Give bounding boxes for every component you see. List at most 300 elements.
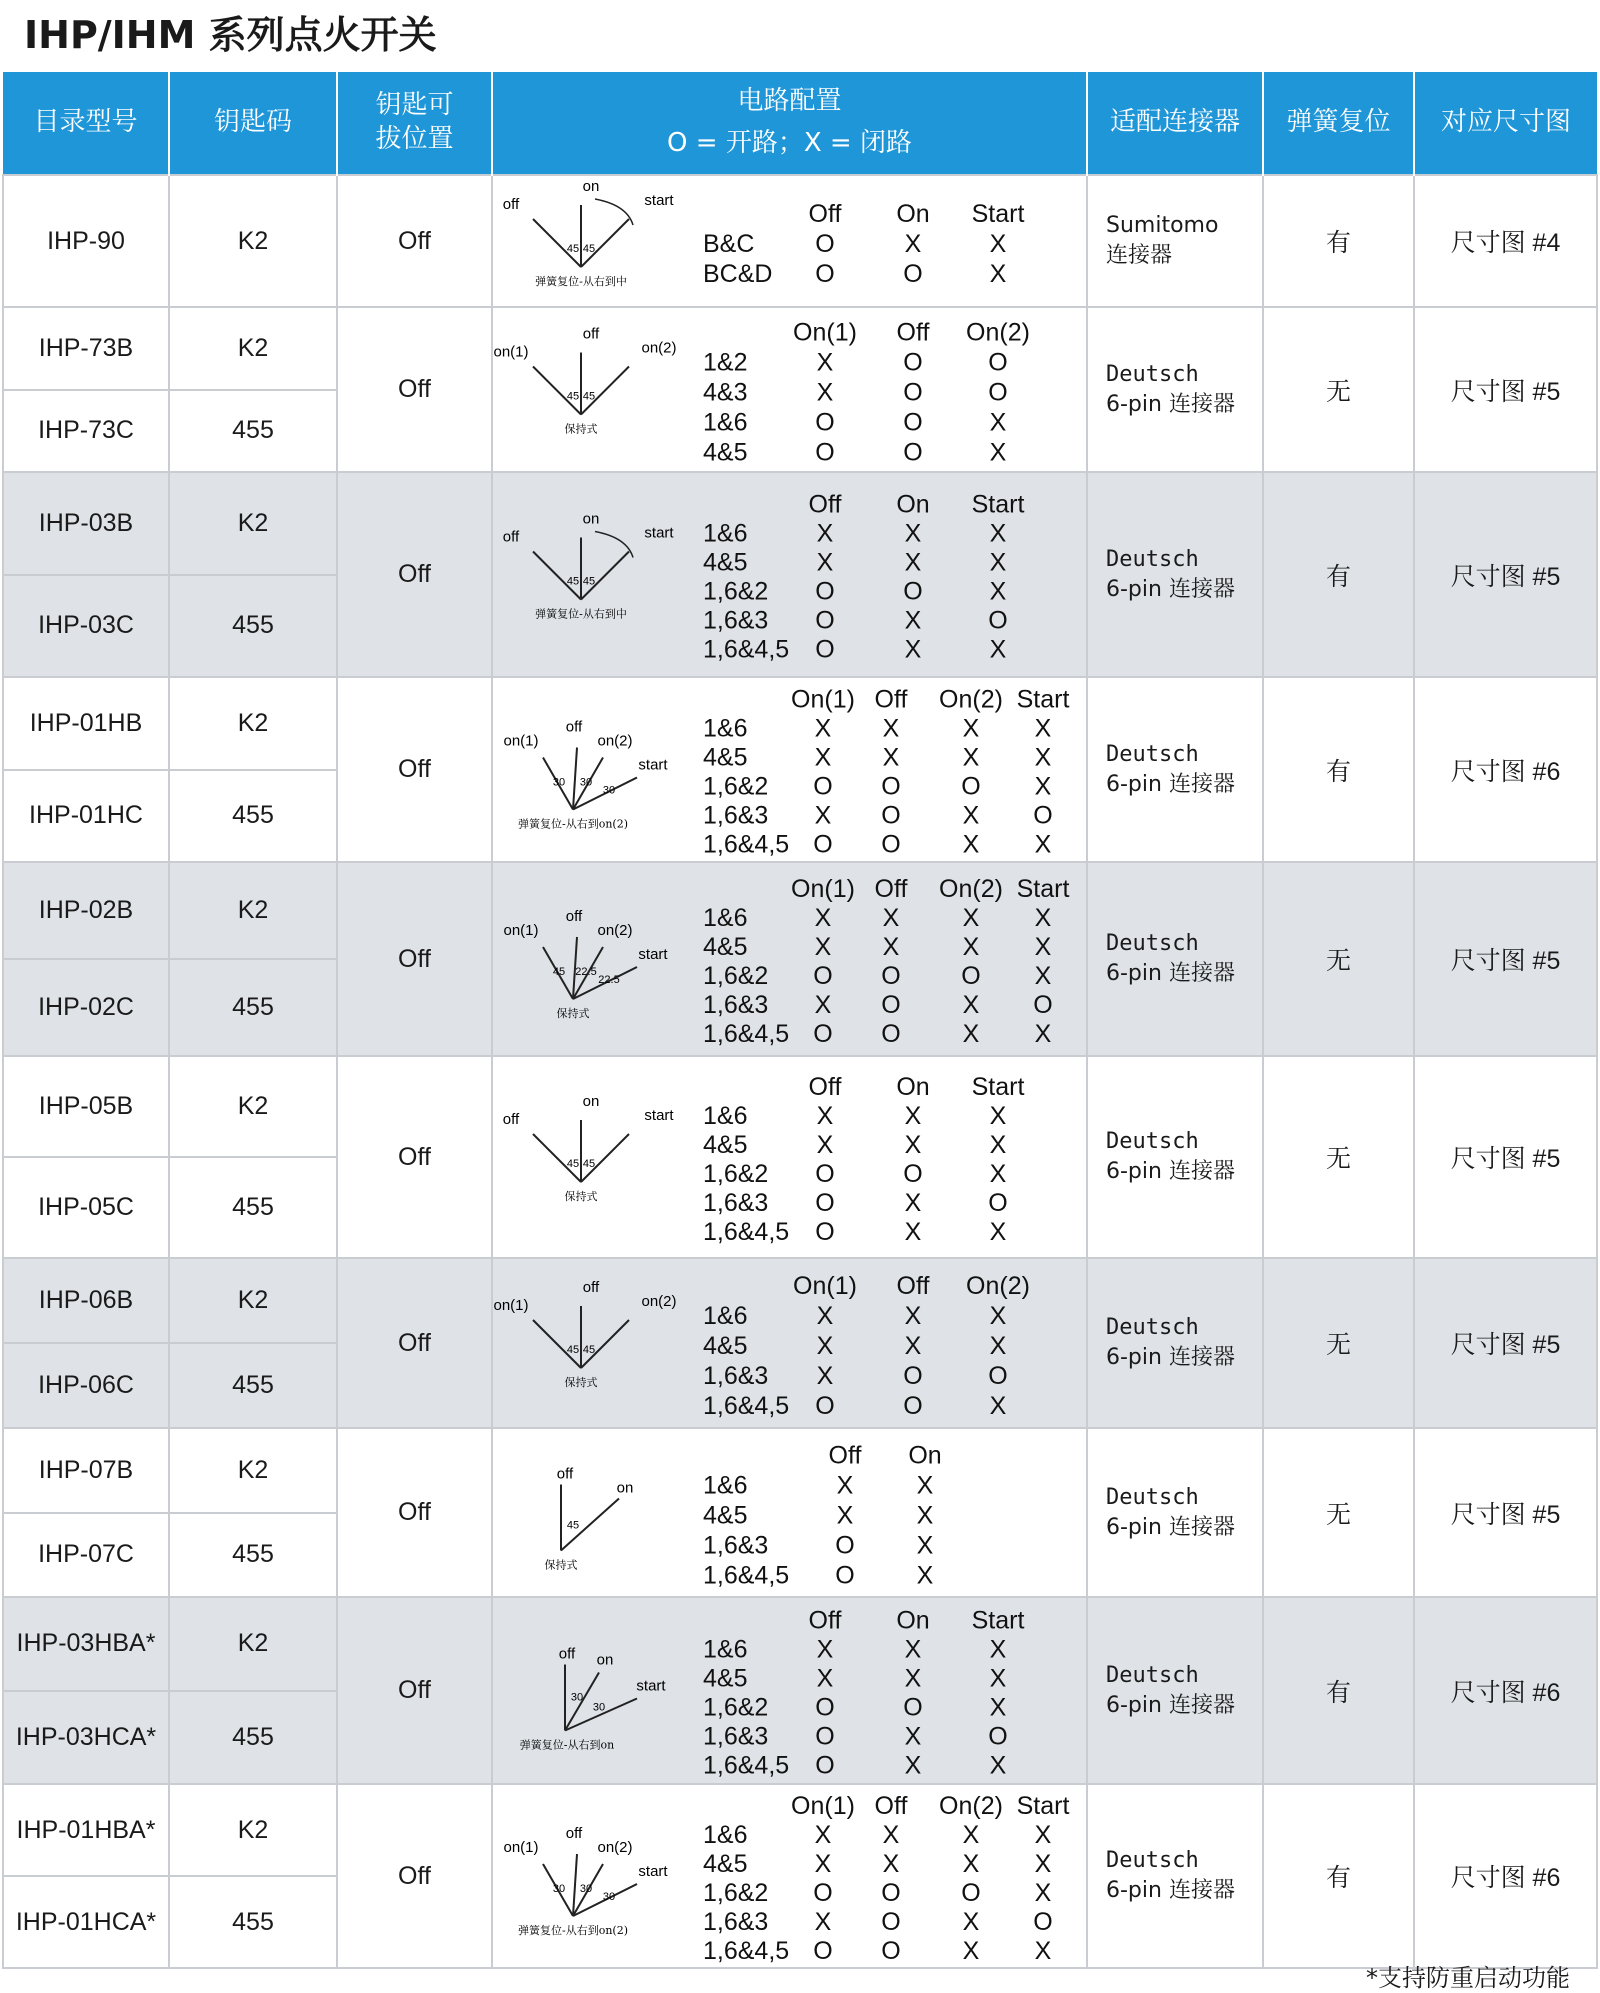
circuit-state: X — [904, 635, 922, 664]
angle-label: 45 — [582, 1158, 596, 1170]
circuit-cell — [492, 677, 1087, 862]
circuit-state: X — [904, 1332, 922, 1360]
connector-brand: Deutsch — [1106, 1484, 1199, 1510]
key-pull-cell: Off — [337, 1258, 492, 1428]
circuit-state: X — [1034, 772, 1052, 801]
circuit-state: X — [1034, 830, 1052, 859]
circuit-state: X — [904, 1189, 922, 1217]
angle-label: 22.5 — [575, 966, 597, 978]
angle-label: 45 — [582, 575, 596, 588]
circuit-state: O — [1033, 801, 1053, 830]
circuit-state: X — [916, 1501, 934, 1530]
circuit-state: X — [962, 1020, 980, 1048]
circuit-state: O — [815, 1693, 835, 1722]
circuit-state: X — [816, 1332, 834, 1360]
circuit-state: X — [989, 1664, 1007, 1693]
key-pull-cell: Off — [337, 1597, 492, 1784]
key-code-cell: K2 — [169, 175, 337, 307]
position-label: on — [582, 510, 600, 528]
terminal-label: 1&6 — [703, 1635, 748, 1664]
circuit-cell — [492, 175, 1087, 307]
circuit-state: X — [989, 1218, 1007, 1246]
terminal-label: 1,6&2 — [703, 1160, 769, 1188]
circuit-cell — [492, 862, 1087, 1056]
header-circuit-line1: 电路配置 — [737, 86, 842, 117]
connector-cell — [1087, 472, 1263, 677]
circuit-col-header: Off — [874, 875, 908, 903]
circuit-state: X — [814, 904, 832, 932]
position-label: off — [558, 1645, 576, 1663]
circuit-state: O — [881, 962, 901, 990]
terminal-label: BC&D — [703, 260, 773, 288]
connector-type: 6-pin 连接器 — [1106, 771, 1235, 797]
circuit-state: X — [816, 1102, 834, 1130]
circuit-col-header: Off — [808, 1606, 842, 1635]
circuit-state: O — [813, 772, 833, 801]
position-label: on — [596, 1651, 614, 1669]
dimension-cell: 尺寸图 #5 — [1414, 472, 1597, 677]
header-key-code: 钥匙码 — [169, 72, 337, 175]
circuit-col-header: Start — [971, 1073, 1025, 1101]
circuit-cell — [492, 1258, 1087, 1428]
circuit-state: X — [836, 1501, 854, 1530]
position-label: start — [638, 1863, 668, 1880]
circuit-truth-table — [703, 686, 1069, 859]
position-label: off — [502, 196, 520, 213]
circuit-state: X — [882, 933, 900, 961]
key-code-cell: 455 — [169, 1876, 337, 1968]
circuit-state: O — [835, 1531, 855, 1560]
circuit-cell — [492, 307, 1087, 472]
position-line — [573, 748, 577, 810]
header-connector: 适配连接器 — [1087, 72, 1263, 175]
header-circuit — [492, 72, 1087, 175]
terminal-label: B&C — [703, 230, 755, 258]
angle-label: 45 — [566, 1158, 580, 1170]
position-label: on(1) — [503, 1839, 539, 1856]
spring-return-cell: 无 — [1263, 1056, 1414, 1258]
model-cell: IHP-02B — [3, 862, 169, 959]
circuit-state: X — [816, 1664, 834, 1693]
dimension-cell: 尺寸图 #5 — [1414, 1428, 1597, 1597]
circuit-state: X — [814, 1821, 832, 1849]
circuit-state: X — [962, 801, 980, 830]
circuit-state: X — [989, 230, 1007, 258]
circuit-diagram — [493, 1259, 1088, 1427]
terminal-label: 1&6 — [703, 519, 748, 548]
key-code-cell: K2 — [169, 1784, 337, 1876]
circuit-truth-table — [703, 1442, 942, 1590]
circuit-col-header: On — [896, 490, 930, 519]
table-row — [3, 1428, 1597, 1513]
diagram-caption: 保持式 — [564, 422, 598, 436]
diagram-caption: 弹簧复位-从右到on(2) — [517, 1924, 629, 1937]
circuit-state: X — [989, 519, 1007, 548]
circuit-state: O — [1033, 991, 1053, 1019]
switch-position-diagram — [545, 1466, 634, 1572]
circuit-col-header: On(1) — [791, 1792, 855, 1820]
table-row — [3, 1056, 1597, 1157]
position-label: on — [582, 1093, 600, 1110]
model-cell: IHP-90 — [3, 175, 169, 307]
spring-return-cell: 无 — [1263, 307, 1414, 472]
position-label: start — [638, 756, 668, 774]
header-row — [3, 72, 1597, 175]
circuit-col-header: Start — [971, 490, 1025, 519]
circuit-state: X — [816, 1302, 834, 1330]
key-code-cell: 455 — [169, 575, 337, 678]
circuit-col-header: On(2) — [966, 318, 1030, 347]
terminal-label: 1,6&4,5 — [703, 1751, 790, 1780]
model-cell: IHP-07B — [3, 1428, 169, 1513]
angle-label: 30 — [602, 784, 616, 797]
circuit-state: O — [835, 1561, 855, 1590]
circuit-truth-table — [703, 319, 1030, 467]
angle-label: 30 — [570, 1691, 584, 1704]
key-code-cell: K2 — [169, 1597, 337, 1691]
dimension-cell: 尺寸图 #5 — [1414, 1258, 1597, 1428]
switch-position-diagram — [503, 178, 675, 288]
connector-cell — [1087, 1258, 1263, 1428]
diagram-caption: 弹簧复位-从右到中 — [535, 607, 627, 621]
circuit-state: X — [962, 991, 980, 1019]
terminal-label: 1,6&2 — [703, 577, 769, 606]
circuit-state: X — [882, 743, 900, 772]
position-label: on — [616, 1479, 634, 1497]
switch-position-diagram — [493, 326, 676, 436]
angle-label: 45 — [566, 1344, 580, 1356]
circuit-state: O — [988, 606, 1008, 635]
switch-position-diagram — [520, 1646, 667, 1752]
position-label: on(1) — [493, 1297, 529, 1314]
position-label: on(2) — [641, 339, 677, 357]
model-cell: IHP-03C — [3, 575, 169, 678]
connector-brand: Deutsch — [1106, 361, 1199, 387]
circuit-state: O — [961, 962, 981, 990]
circuit-state: X — [904, 1751, 922, 1780]
key-pull-cell: Off — [337, 1056, 492, 1258]
circuit-state: O — [988, 348, 1008, 377]
circuit-state: X — [1034, 1821, 1052, 1849]
spring-return-cell: 有 — [1263, 1597, 1414, 1784]
angle-label: 30 — [592, 1701, 606, 1714]
circuit-diagram — [493, 1785, 1088, 1967]
switch-position-diagram — [503, 511, 675, 621]
terminal-label: 1,6&3 — [703, 606, 769, 635]
circuit-cell — [492, 1784, 1087, 1968]
circuit-state: O — [903, 1693, 923, 1722]
terminal-label: 4&5 — [703, 933, 748, 961]
circuit-col-header: Start — [1016, 875, 1070, 903]
circuit-col-header: On — [896, 1606, 930, 1635]
position-label: on(1) — [493, 343, 529, 361]
connector-cell — [1087, 1784, 1263, 1968]
terminal-label: 1,6&3 — [703, 1531, 769, 1560]
diagram-caption: 弹簧复位-从右到on(2) — [517, 817, 629, 831]
circuit-state: O — [903, 408, 923, 437]
terminal-label: 1,6&4,5 — [703, 1937, 790, 1965]
model-cell: IHP-73B — [3, 307, 169, 390]
circuit-state: X — [916, 1531, 934, 1560]
terminal-label: 1&6 — [703, 1102, 748, 1130]
model-cell: IHP-01HBA* — [3, 1784, 169, 1876]
circuit-state: X — [1034, 714, 1052, 743]
circuit-state: X — [989, 408, 1007, 437]
position-label: start — [638, 946, 668, 963]
terminal-label: 1,6&3 — [703, 1189, 769, 1217]
circuit-col-header: Off — [874, 1792, 908, 1820]
circuit-state: X — [989, 548, 1007, 577]
diagram-caption: 保持式 — [556, 1007, 590, 1020]
circuit-state: X — [816, 548, 834, 577]
terminal-label: 1,6&2 — [703, 1693, 769, 1722]
diagram-caption: 保持式 — [564, 1190, 598, 1203]
header-circuit-line2: O = 开路；X = 闭路 — [667, 128, 912, 158]
circuit-state: O — [881, 772, 901, 801]
angle-label: 45 — [566, 390, 580, 403]
key-pull-cell: Off — [337, 472, 492, 677]
circuit-diagram — [493, 863, 1088, 1055]
circuit-state: X — [904, 548, 922, 577]
circuit-col-header: On(2) — [939, 1792, 1003, 1820]
circuit-col-header: On — [896, 1073, 930, 1101]
circuit-state: O — [815, 1751, 835, 1780]
angle-label: 45 — [566, 1519, 580, 1532]
circuit-diagram — [493, 176, 1088, 306]
circuit-state: X — [1034, 743, 1052, 772]
angle-label: 30 — [602, 1891, 616, 1903]
circuit-state: X — [962, 1908, 980, 1936]
model-cell: IHP-06C — [3, 1343, 169, 1428]
circuit-state: O — [815, 260, 835, 288]
connector-brand: Deutsch — [1106, 741, 1199, 767]
spring-return-cell: 无 — [1263, 1258, 1414, 1428]
terminal-label: 1,6&2 — [703, 772, 769, 801]
angle-label: 30 — [552, 776, 566, 789]
circuit-truth-table — [703, 1792, 1069, 1965]
terminal-label: 1&6 — [703, 714, 748, 743]
circuit-state: O — [903, 1160, 923, 1188]
key-code-cell: K2 — [169, 862, 337, 959]
circuit-state: X — [904, 1722, 922, 1751]
angle-label: 45 — [582, 390, 596, 403]
terminal-label: 1,6&4,5 — [703, 1020, 790, 1048]
connector-brand: Deutsch — [1106, 1662, 1199, 1688]
circuit-col-header: Start — [971, 1606, 1025, 1635]
circuit-col-header: Off — [896, 1272, 930, 1300]
circuit-cell — [492, 1056, 1087, 1258]
circuit-state: O — [988, 1189, 1008, 1217]
circuit-state: X — [989, 1102, 1007, 1130]
circuit-state: X — [989, 1131, 1007, 1159]
circuit-state: O — [881, 991, 901, 1019]
terminal-label: 1,6&2 — [703, 962, 769, 990]
circuit-state: X — [882, 714, 900, 743]
key-code-cell: K2 — [169, 1428, 337, 1513]
circuit-truth-table — [703, 1073, 1024, 1246]
table-row — [3, 307, 1597, 390]
circuit-state: O — [903, 1362, 923, 1390]
circuit-col-header: On(1) — [791, 685, 855, 714]
switch-position-diagram — [503, 719, 668, 831]
circuit-state: O — [815, 577, 835, 606]
circuit-state: X — [814, 801, 832, 830]
position-label: off — [565, 1825, 583, 1842]
circuit-state: X — [816, 1362, 834, 1390]
key-pull-cell: Off — [337, 677, 492, 862]
diagram-caption: 保持式 — [564, 1376, 598, 1389]
header-dimension: 对应尺寸图 — [1414, 72, 1597, 175]
position-label: off — [502, 528, 520, 546]
circuit-state: O — [815, 1218, 835, 1246]
circuit-state: X — [904, 1635, 922, 1664]
key-code-cell: 455 — [169, 770, 337, 863]
connector-type: 6-pin 连接器 — [1106, 1692, 1235, 1718]
connector-cell — [1087, 1597, 1263, 1784]
circuit-col-header: Off — [808, 200, 842, 228]
circuit-truth-table — [703, 200, 1024, 288]
key-code-cell: K2 — [169, 1258, 337, 1343]
table-row — [3, 175, 1597, 307]
circuit-diagram — [493, 678, 1088, 861]
terminal-label: 1,6&4,5 — [703, 1218, 790, 1246]
circuit-col-header: On(1) — [793, 1272, 857, 1300]
circuit-state: O — [881, 1908, 901, 1936]
connector-type: 6-pin 连接器 — [1106, 391, 1235, 417]
circuit-state: X — [1034, 962, 1052, 990]
circuit-state: X — [904, 1218, 922, 1246]
terminal-label: 1&6 — [703, 1471, 748, 1500]
key-pull-cell: Off — [337, 307, 492, 472]
table-row — [3, 1258, 1597, 1343]
position-label: on(2) — [597, 732, 633, 750]
circuit-col-header: Start — [971, 200, 1025, 228]
connector-brand: Sumitomo — [1106, 213, 1219, 239]
angle-label: 30 — [552, 1883, 566, 1895]
terminal-label: 4&5 — [703, 1501, 748, 1530]
diagram-caption: 保持式 — [544, 1558, 578, 1572]
key-pull-cell: Off — [337, 1428, 492, 1597]
switch-position-diagram — [503, 1825, 668, 1937]
key-pull-cell: Off — [337, 1784, 492, 1968]
circuit-state: X — [962, 933, 980, 961]
model-cell: IHP-03HCA* — [3, 1691, 169, 1785]
spring-return-cell: 无 — [1263, 1428, 1414, 1597]
spring-return-cell: 有 — [1263, 175, 1414, 307]
connector-type: 6-pin 连接器 — [1106, 576, 1235, 602]
angle-label: 45 — [566, 243, 580, 255]
connector-type: 连接器 — [1106, 243, 1173, 268]
connector-brand: Deutsch — [1106, 1315, 1199, 1341]
circuit-truth-table — [703, 875, 1069, 1048]
circuit-col-header: On(1) — [791, 875, 855, 903]
angle-label: 45 — [582, 243, 596, 255]
circuit-state: X — [962, 743, 980, 772]
key-code-cell: 455 — [169, 1691, 337, 1785]
terminal-label: 1&6 — [703, 904, 748, 932]
connector-brand: Deutsch — [1106, 546, 1199, 572]
dimension-cell: 尺寸图 #4 — [1414, 175, 1597, 307]
table-row — [3, 1597, 1597, 1691]
terminal-label: 4&5 — [703, 438, 748, 467]
circuit-state: O — [988, 378, 1008, 407]
circuit-state: O — [815, 1722, 835, 1751]
connector-type: 6-pin 连接器 — [1106, 961, 1235, 986]
position-label: start — [644, 1107, 674, 1124]
circuit-state: X — [904, 1131, 922, 1159]
circuit-state: O — [903, 260, 923, 288]
circuit-cell — [492, 1428, 1087, 1597]
circuit-truth-table — [703, 1607, 1024, 1780]
circuit-cell — [492, 472, 1087, 677]
circuit-state: O — [881, 1020, 901, 1048]
angle-label: 30 — [579, 776, 593, 789]
circuit-diagram — [493, 1429, 1088, 1596]
position-label: on(1) — [503, 732, 539, 750]
terminal-label: 4&5 — [703, 1131, 748, 1159]
position-label: off — [582, 325, 600, 343]
circuit-state: X — [989, 1693, 1007, 1722]
dimension-cell: 尺寸图 #6 — [1414, 677, 1597, 862]
circuit-state: O — [813, 962, 833, 990]
circuit-state: X — [904, 230, 922, 258]
table-row — [3, 1784, 1597, 1876]
circuit-state: O — [961, 772, 981, 801]
connector-type: 6-pin 连接器 — [1106, 1878, 1235, 1903]
position-label: on(1) — [503, 922, 539, 939]
circuit-state: X — [962, 1821, 980, 1849]
connector-brand: Deutsch — [1106, 931, 1199, 957]
terminal-label: 1,6&3 — [703, 1908, 769, 1936]
key-pull-cell: Off — [337, 175, 492, 307]
spring-return-cell: 有 — [1263, 1784, 1414, 1968]
circuit-state: X — [989, 438, 1007, 467]
dimension-cell: 尺寸图 #5 — [1414, 1056, 1597, 1258]
circuit-state: O — [881, 1937, 901, 1965]
page-title: IHP/IHM 系列点火开关 — [24, 13, 437, 57]
dimension-cell: 尺寸图 #5 — [1414, 862, 1597, 1056]
dimension-cell: 尺寸图 #6 — [1414, 1597, 1597, 1784]
circuit-col-header: On(2) — [966, 1272, 1030, 1300]
model-cell: IHP-06B — [3, 1258, 169, 1343]
circuit-state: X — [962, 830, 980, 859]
circuit-state: X — [1034, 904, 1052, 932]
position-label: on(2) — [597, 922, 633, 939]
model-cell: IHP-03B — [3, 472, 169, 575]
circuit-state: X — [989, 1332, 1007, 1360]
circuit-state: X — [962, 904, 980, 932]
switch-spec-table — [2, 72, 1598, 1969]
terminal-label: 1,6&2 — [703, 1879, 769, 1907]
dimension-cell: 尺寸图 #5 — [1414, 307, 1597, 472]
terminal-label: 1&6 — [703, 1821, 748, 1849]
circuit-state: X — [989, 260, 1007, 288]
position-label: start — [644, 524, 674, 542]
circuit-col-header: Off — [808, 1073, 842, 1101]
circuit-state: O — [815, 438, 835, 467]
circuit-col-header: On — [908, 1441, 942, 1470]
position-label: off — [582, 1279, 600, 1296]
terminal-label: 1&6 — [703, 408, 748, 437]
terminal-label: 4&5 — [703, 743, 748, 772]
circuit-state: X — [814, 991, 832, 1019]
circuit-state: X — [816, 1131, 834, 1159]
circuit-state: X — [904, 606, 922, 635]
terminal-label: 1,6&3 — [703, 1362, 769, 1390]
terminal-label: 1,6&3 — [703, 1722, 769, 1751]
circuit-col-header: On — [896, 200, 930, 228]
position-label: start — [644, 192, 674, 209]
